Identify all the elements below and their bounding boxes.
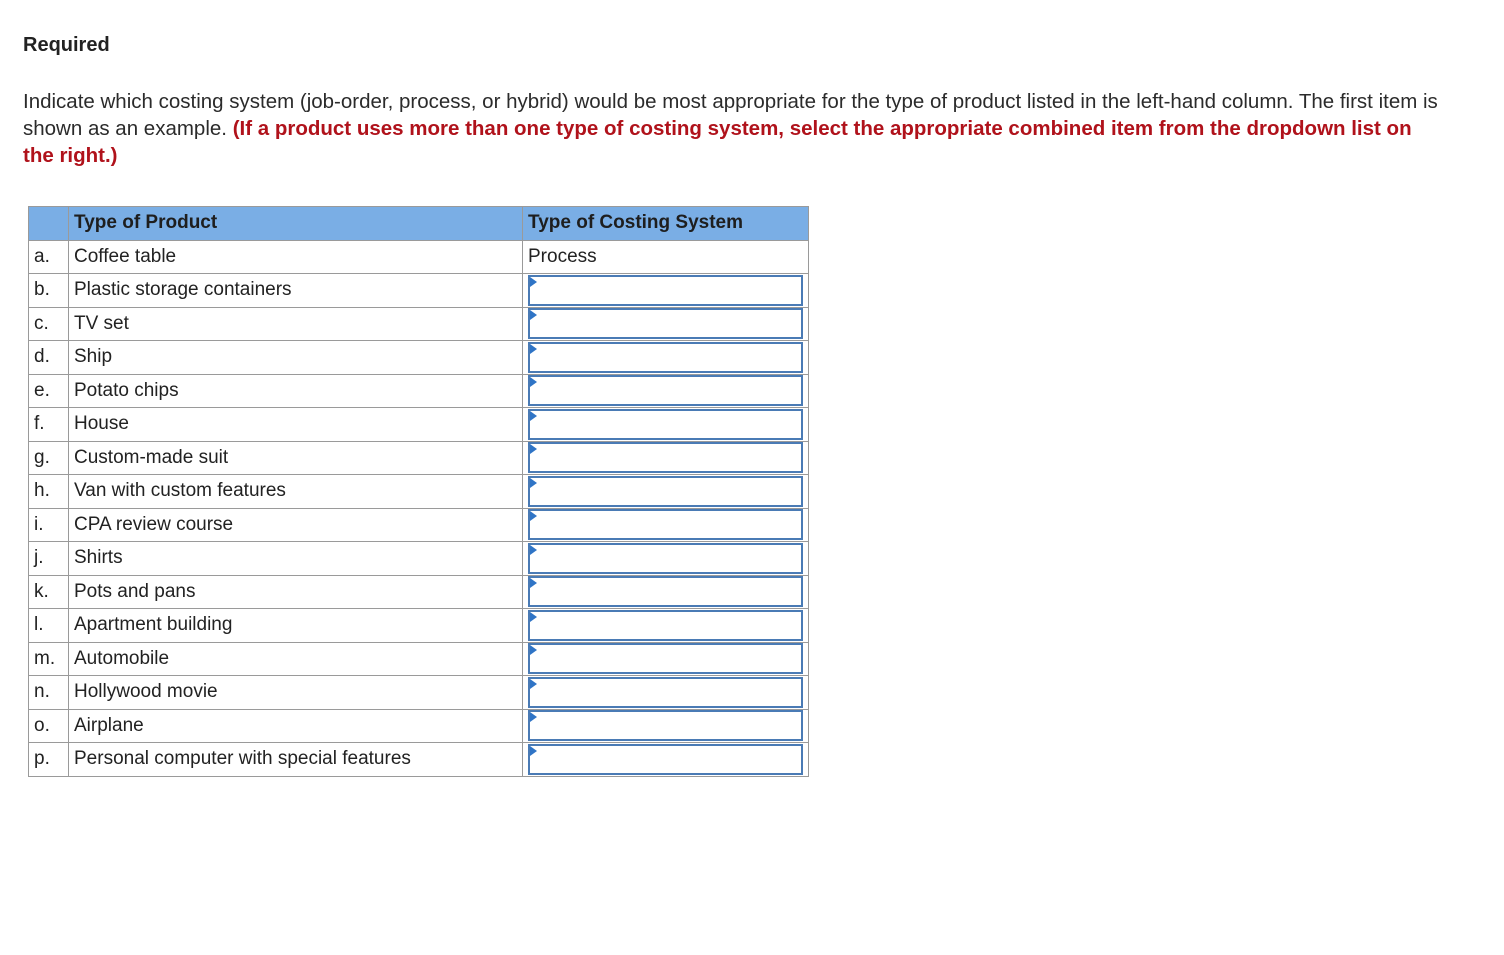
- dropdown-marker-icon: [530, 310, 537, 320]
- costing-system-dropdown[interactable]: [528, 710, 803, 741]
- dropdown-marker-icon: [530, 712, 537, 722]
- dropdown-marker-icon: [530, 645, 537, 655]
- dropdown-marker-icon: [530, 746, 537, 756]
- dropdown-marker-icon: [530, 578, 537, 588]
- product-name: Van with custom features: [69, 475, 523, 509]
- table-row: [29, 676, 809, 710]
- product-name: Personal computer with special features: [69, 743, 523, 777]
- costing-system-example-value: Process: [523, 240, 809, 274]
- table-row: [29, 642, 809, 676]
- product-name: CPA review course: [69, 508, 523, 542]
- row-letter: i.: [29, 508, 69, 542]
- header-type-of-product: Type of Product: [69, 207, 523, 241]
- product-name: Pots and pans: [69, 575, 523, 609]
- header-letter: [29, 207, 69, 241]
- dropdown-marker-icon: [530, 511, 537, 521]
- costing-system-dropdown[interactable]: [528, 409, 803, 440]
- costing-system-table: [28, 206, 809, 777]
- costing-system-dropdown[interactable]: [528, 442, 803, 473]
- costing-system-dropdown[interactable]: [528, 677, 803, 708]
- costing-system-cell: [523, 274, 809, 308]
- costing-system-cell: [523, 542, 809, 576]
- dropdown-marker-icon: [530, 612, 537, 622]
- product-name: TV set: [69, 307, 523, 341]
- costing-system-dropdown[interactable]: [528, 610, 803, 641]
- product-name: Custom-made suit: [69, 441, 523, 475]
- dropdown-marker-icon: [530, 545, 537, 555]
- product-name: Shirts: [69, 542, 523, 576]
- table-row: [29, 307, 809, 341]
- row-letter: a.: [29, 240, 69, 274]
- instructions-paragraph: [23, 88, 1443, 169]
- row-letter: g.: [29, 441, 69, 475]
- costing-system-cell: [523, 341, 809, 375]
- costing-system-dropdown[interactable]: [528, 744, 803, 775]
- header-type-of-costing-system: Type of Costing System: [523, 207, 809, 241]
- table-header-row: [29, 207, 809, 241]
- instructions-text: Indicate which costing system (job-order, process, or hybrid) would be most appropriate for the type of product listed in the left-hand column. The first item is shown as an example.: [23, 90, 1438, 140]
- table-row: [29, 441, 809, 475]
- costing-system-cell: [523, 408, 809, 442]
- costing-system-cell: [523, 575, 809, 609]
- product-name: Hollywood movie: [69, 676, 523, 710]
- table-row: [29, 508, 809, 542]
- costing-system-cell: [523, 374, 809, 408]
- table-row: [29, 575, 809, 609]
- costing-system-cell: [523, 508, 809, 542]
- row-letter: j.: [29, 542, 69, 576]
- costing-system-cell: [523, 743, 809, 777]
- product-name: Coffee table: [69, 240, 523, 274]
- product-name: House: [69, 408, 523, 442]
- product-name: Ship: [69, 341, 523, 375]
- table-row: [29, 542, 809, 576]
- row-letter: m.: [29, 642, 69, 676]
- product-name: Apartment building: [69, 609, 523, 643]
- dropdown-marker-icon: [530, 277, 537, 287]
- product-name: Potato chips: [69, 374, 523, 408]
- table-row: [29, 240, 809, 274]
- product-name: Airplane: [69, 709, 523, 743]
- row-letter: c.: [29, 307, 69, 341]
- dropdown-marker-icon: [530, 377, 537, 387]
- table-row: [29, 274, 809, 308]
- row-letter: n.: [29, 676, 69, 710]
- costing-system-cell: [523, 307, 809, 341]
- row-letter: d.: [29, 341, 69, 375]
- costing-system-dropdown[interactable]: [528, 509, 803, 540]
- table-row: [29, 341, 809, 375]
- table-row: [29, 743, 809, 777]
- row-letter: f.: [29, 408, 69, 442]
- table-row: [29, 609, 809, 643]
- costing-system-dropdown[interactable]: [528, 476, 803, 507]
- row-letter: p.: [29, 743, 69, 777]
- dropdown-marker-icon: [530, 444, 537, 454]
- costing-system-dropdown[interactable]: [528, 576, 803, 607]
- costing-system-cell: [523, 676, 809, 710]
- product-name: Automobile: [69, 642, 523, 676]
- costing-system-dropdown[interactable]: [528, 643, 803, 674]
- dropdown-marker-icon: [530, 478, 537, 488]
- dropdown-marker-icon: [530, 679, 537, 689]
- costing-system-cell: [523, 441, 809, 475]
- row-letter: h.: [29, 475, 69, 509]
- instructions-emphasis: (If a product uses more than one type of costing system, select the appropriate combined item from the dropdown list on the right.): [23, 117, 1412, 167]
- table-row: [29, 408, 809, 442]
- table-row: [29, 475, 809, 509]
- costing-system-cell: [523, 609, 809, 643]
- table-row: [29, 374, 809, 408]
- section-heading: Required: [23, 34, 110, 56]
- dropdown-marker-icon: [530, 411, 537, 421]
- table-row: [29, 709, 809, 743]
- costing-system-cell: [523, 642, 809, 676]
- row-letter: k.: [29, 575, 69, 609]
- row-letter: b.: [29, 274, 69, 308]
- row-letter: e.: [29, 374, 69, 408]
- costing-system-cell: [523, 709, 809, 743]
- costing-system-dropdown[interactable]: [528, 342, 803, 373]
- costing-system-dropdown[interactable]: [528, 275, 803, 306]
- costing-system-dropdown[interactable]: [528, 543, 803, 574]
- dropdown-marker-icon: [530, 344, 537, 354]
- row-letter: l.: [29, 609, 69, 643]
- row-letter: o.: [29, 709, 69, 743]
- costing-system-cell: [523, 475, 809, 509]
- costing-system-dropdown[interactable]: [528, 308, 803, 339]
- costing-system-dropdown[interactable]: [528, 375, 803, 406]
- product-name: Plastic storage containers: [69, 274, 523, 308]
